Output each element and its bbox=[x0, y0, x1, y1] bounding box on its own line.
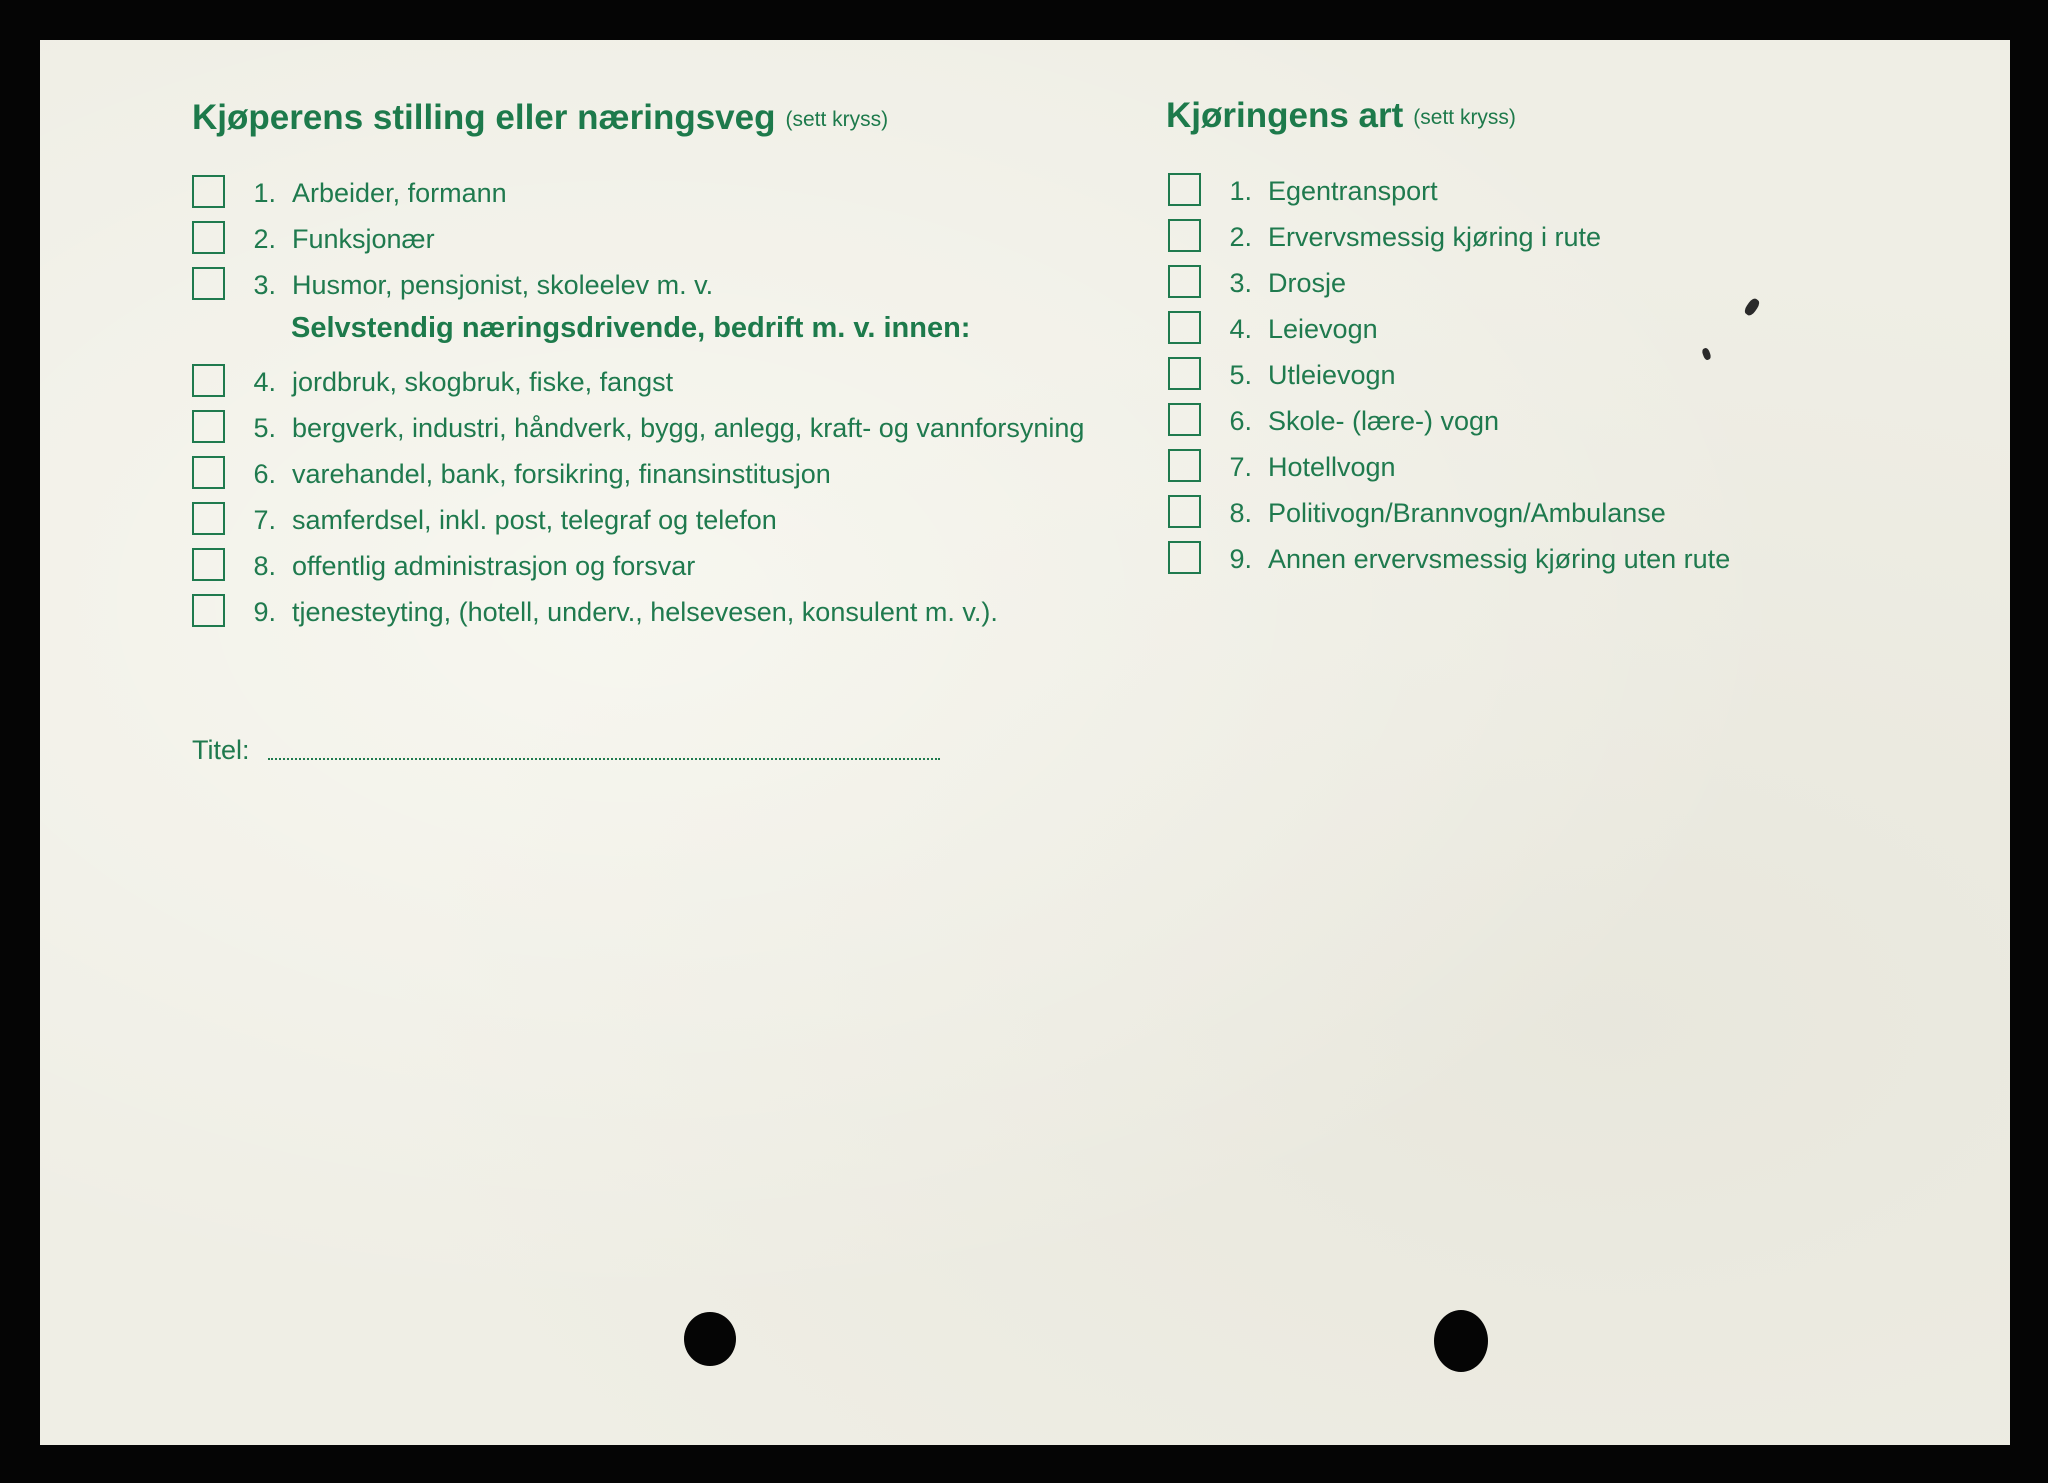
item-label: Ervervsmessig kjøring i rute bbox=[1268, 222, 1602, 252]
item-label: Politivogn/Brannvogn/Ambulanse bbox=[1268, 498, 1666, 528]
checkbox[interactable] bbox=[192, 175, 225, 208]
item-label: Arbeider, formann bbox=[292, 178, 507, 208]
left-heading-note: (sett kryss) bbox=[785, 108, 889, 131]
titel-label: Titel: bbox=[192, 735, 250, 765]
right-heading bbox=[1166, 96, 1516, 136]
ink-speck bbox=[1701, 347, 1712, 361]
checkbox[interactable] bbox=[192, 267, 225, 300]
item-label: bergverk, industri, håndverk, bygg, anlegg, kraft- og vannforsyning bbox=[292, 413, 1085, 443]
item-label: jordbruk, skogbruk, fiske, fangst bbox=[292, 367, 674, 397]
checkbox[interactable] bbox=[192, 594, 225, 627]
ink-speck bbox=[1743, 297, 1762, 317]
right-heading-text: Kjøringens art bbox=[1166, 96, 1404, 135]
item-number: 1. bbox=[253, 178, 276, 208]
item-number: 2. bbox=[1229, 222, 1252, 252]
item-number: 3. bbox=[253, 270, 276, 300]
item-label: Funksjonær bbox=[292, 224, 435, 254]
item-label: Utleievogn bbox=[1268, 360, 1396, 390]
checkbox[interactable] bbox=[1168, 541, 1201, 574]
right-heading-note: (sett kryss) bbox=[1413, 106, 1516, 129]
item-number: 8. bbox=[253, 551, 276, 581]
checkbox[interactable] bbox=[192, 548, 225, 581]
checkbox[interactable] bbox=[1168, 265, 1201, 298]
checkbox[interactable] bbox=[1168, 495, 1201, 528]
titel-field[interactable] bbox=[268, 758, 940, 760]
checkbox[interactable] bbox=[1168, 357, 1201, 390]
item-label: Husmor, pensjonist, skoleelev m. v. bbox=[292, 270, 714, 300]
checkbox[interactable] bbox=[1168, 173, 1201, 206]
checkbox[interactable] bbox=[1168, 403, 1201, 436]
item-number: 9. bbox=[253, 597, 276, 627]
item-label: offentlig administrasjon og forsvar bbox=[292, 551, 696, 581]
left-heading-text: Kjøperens stilling eller næringsveg bbox=[192, 98, 776, 137]
item-label: varehandel, bank, forsikring, finansinstitusjon bbox=[292, 459, 831, 489]
left-heading bbox=[192, 98, 888, 138]
item-number: 6. bbox=[253, 459, 276, 489]
punch-hole-left bbox=[684, 1312, 736, 1366]
item-number: 7. bbox=[253, 505, 276, 535]
item-number: 1. bbox=[1229, 176, 1252, 206]
checkbox[interactable] bbox=[192, 221, 225, 254]
item-number: 5. bbox=[1229, 360, 1252, 390]
item-label: Drosje bbox=[1268, 268, 1347, 298]
form-sheet bbox=[40, 40, 2010, 1445]
item-number: 6. bbox=[1229, 406, 1252, 436]
checkbox[interactable] bbox=[192, 410, 225, 443]
item-number: 8. bbox=[1229, 498, 1252, 528]
item-label: Hotellvogn bbox=[1268, 452, 1396, 482]
checkbox[interactable] bbox=[1168, 449, 1201, 482]
item-number: 4. bbox=[1229, 314, 1252, 344]
item-number: 5. bbox=[253, 413, 276, 443]
item-label: Leievogn bbox=[1268, 314, 1378, 344]
item-label: Skole- (lære-) vogn bbox=[1268, 406, 1500, 436]
item-number: 3. bbox=[1229, 268, 1252, 298]
item-label: Annen ervervsmessig kjøring uten rute bbox=[1268, 544, 1731, 574]
left-subheading: Selvstendig næringsdrivende, bedrift m. v. innen: bbox=[291, 312, 971, 344]
item-number: 7. bbox=[1229, 452, 1252, 482]
item-label: samferdsel, inkl. post, telegraf og telefon bbox=[292, 505, 777, 535]
item-label: tjenesteyting, (hotell, underv., helsevesen, konsulent m. v.). bbox=[292, 597, 998, 627]
item-number: 2. bbox=[253, 224, 276, 254]
punch-hole-right bbox=[1434, 1310, 1488, 1372]
item-label: Egentransport bbox=[1268, 176, 1438, 206]
checkbox[interactable] bbox=[1168, 219, 1201, 252]
checkbox[interactable] bbox=[192, 456, 225, 489]
checkbox[interactable] bbox=[192, 364, 225, 397]
item-number: 9. bbox=[1229, 544, 1252, 574]
item-number: 4. bbox=[253, 367, 276, 397]
checkbox[interactable] bbox=[1168, 311, 1201, 344]
checkbox[interactable] bbox=[192, 502, 225, 535]
